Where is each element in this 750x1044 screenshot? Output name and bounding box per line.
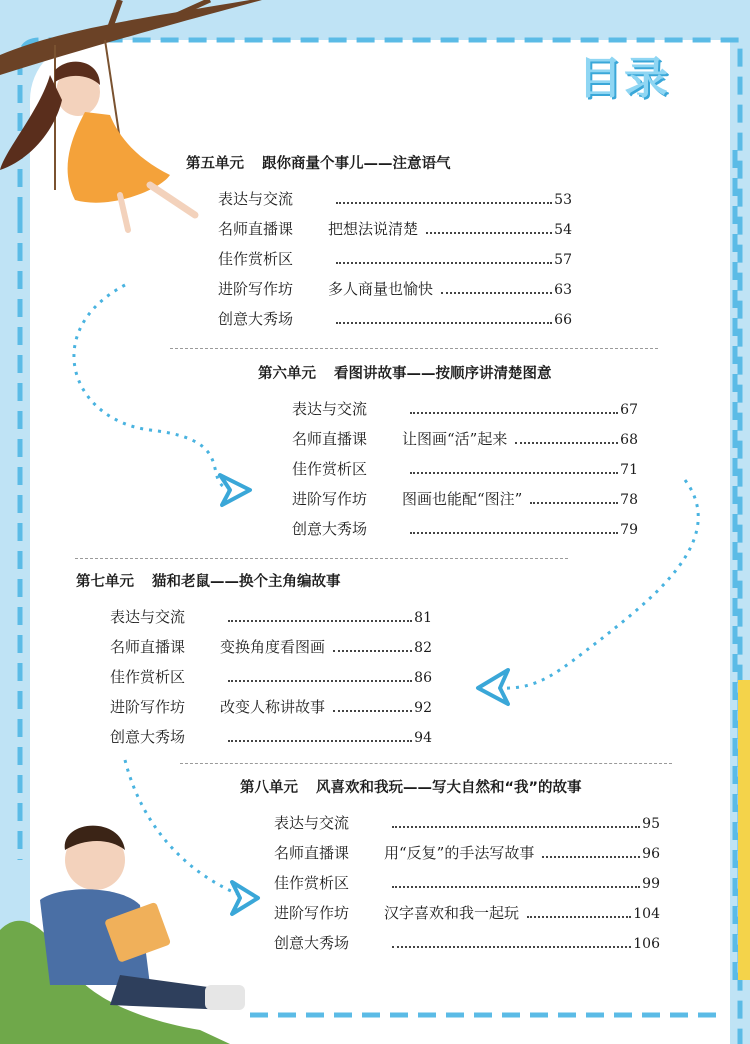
leader-dots — [527, 916, 631, 918]
unit-theme: 风喜欢和我玩——写大自然和“我”的故事 — [316, 780, 582, 796]
entry-page: 71 — [620, 462, 638, 478]
boy-reading-illustration — [0, 826, 245, 1044]
entry-column: 表达与交流 — [110, 608, 186, 626]
entry-subtitle: 变换角度看图画 — [220, 638, 326, 656]
toc-entry[interactable] — [218, 304, 572, 334]
entry-column: 名师直播课 — [218, 220, 294, 238]
entry-page: 106 — [633, 936, 660, 952]
leader-dots — [228, 680, 412, 682]
entry-subtitle: 图画也能配“图注” — [402, 490, 523, 508]
leader-dots — [392, 886, 640, 888]
unit-number: 第五单元 — [186, 156, 244, 172]
toc-entry[interactable] — [110, 692, 432, 722]
leader-dots — [542, 856, 640, 858]
leader-dots — [336, 262, 552, 264]
entry-column: 名师直播课 — [292, 430, 368, 448]
unit-section — [76, 570, 432, 752]
leader-dots — [392, 826, 640, 828]
unit-theme: 猫和老鼠——换个主角编故事 — [152, 574, 341, 590]
entry-column: 创意大秀场 — [110, 728, 186, 746]
unit-number: 第七单元 — [76, 574, 134, 590]
toc-entry[interactable] — [292, 484, 638, 514]
entry-subtitle: 把想法说清楚 — [328, 220, 419, 238]
entry-column: 表达与交流 — [292, 400, 368, 418]
unit-section — [240, 776, 660, 958]
entry-page: 79 — [620, 522, 638, 538]
entry-subtitle: 用“反复”的手法写故事 — [384, 844, 535, 862]
entry-column: 佳作赏析区 — [274, 874, 350, 892]
toc-entry[interactable] — [292, 514, 638, 544]
page-title: 目录 — [578, 53, 670, 104]
entry-subtitle: 多人商量也愉快 — [328, 280, 434, 298]
entry-page: 99 — [642, 876, 660, 892]
entry-column: 佳作赏析区 — [218, 250, 294, 268]
entry-page: 78 — [620, 492, 638, 508]
girl-on-swing-illustration — [0, 40, 195, 230]
leader-dots — [228, 740, 412, 742]
entry-column: 佳作赏析区 — [292, 460, 368, 478]
toc-entry[interactable] — [110, 602, 432, 632]
leader-dots — [333, 650, 412, 652]
yellow-side-stripe — [738, 680, 750, 980]
toc-entry[interactable] — [292, 454, 638, 484]
unit-heading — [186, 152, 572, 176]
toc-entry[interactable] — [110, 722, 432, 752]
leader-dots — [530, 502, 618, 504]
leader-dots — [410, 412, 618, 414]
entry-subtitle: 让图画“活”起来 — [402, 430, 508, 448]
entry-page: 86 — [414, 670, 432, 686]
entry-column: 名师直播课 — [110, 638, 186, 656]
entry-page: 95 — [642, 816, 660, 832]
entry-page: 94 — [414, 730, 432, 746]
unit-theme: 跟你商量个事儿——注意语气 — [262, 156, 451, 172]
entry-page: 53 — [554, 192, 572, 208]
entry-subtitle: 汉字喜欢和我一起玩 — [384, 904, 520, 922]
leader-dots — [336, 202, 552, 204]
leader-dots — [333, 710, 412, 712]
dotted-path-3 — [125, 760, 240, 895]
entry-column: 进阶写作坊 — [218, 280, 294, 298]
entry-column: 进阶写作坊 — [110, 698, 186, 716]
entry-column: 进阶写作坊 — [274, 904, 350, 922]
entry-page: 81 — [414, 610, 432, 626]
entry-page: 68 — [620, 432, 638, 448]
entry-column: 名师直播课 — [274, 844, 350, 862]
unit-heading — [240, 776, 660, 800]
entry-page: 57 — [554, 252, 572, 268]
toc-entry[interactable] — [218, 184, 572, 214]
entry-column: 创意大秀场 — [292, 520, 368, 538]
unit-heading — [258, 362, 638, 386]
entry-page: 92 — [414, 700, 432, 716]
unit-number: 第六单元 — [258, 366, 316, 382]
divider — [180, 763, 672, 764]
entry-page: 66 — [554, 312, 572, 328]
toc-entry[interactable] — [218, 244, 572, 274]
toc-entry[interactable] — [274, 928, 660, 958]
toc-entry[interactable] — [218, 274, 572, 304]
entry-page: 63 — [554, 282, 572, 298]
unit-theme: 看图讲故事——按顺序讲清楚图意 — [334, 366, 552, 382]
leader-dots — [426, 232, 552, 234]
entry-page: 67 — [620, 402, 638, 418]
toc-entry[interactable] — [274, 808, 660, 838]
entry-column: 进阶写作坊 — [292, 490, 368, 508]
leader-dots — [336, 322, 552, 324]
entry-column: 表达与交流 — [274, 814, 350, 832]
entry-page: 104 — [633, 906, 660, 922]
leader-dots — [441, 292, 552, 294]
leader-dots — [392, 946, 631, 948]
leader-dots — [410, 532, 618, 534]
toc-entry[interactable] — [218, 214, 572, 244]
toc-entry[interactable] — [110, 662, 432, 692]
leader-dots — [228, 620, 412, 622]
toc-entry[interactable] — [274, 838, 660, 868]
entry-column: 创意大秀场 — [274, 934, 350, 952]
entry-column: 佳作赏析区 — [110, 668, 186, 686]
unit-section — [186, 152, 572, 334]
divider — [75, 558, 568, 559]
divider — [170, 348, 658, 349]
entry-column: 表达与交流 — [218, 190, 294, 208]
leader-dots — [410, 472, 618, 474]
unit-heading — [76, 570, 432, 594]
entry-column: 创意大秀场 — [218, 310, 294, 328]
unit-number: 第八单元 — [240, 780, 298, 796]
toc-entry[interactable] — [292, 394, 638, 424]
toc-entry[interactable] — [110, 632, 432, 662]
unit-section — [258, 362, 638, 544]
entry-subtitle: 改变人称讲故事 — [220, 698, 326, 716]
toc-entry[interactable] — [274, 868, 660, 898]
entry-page: 54 — [554, 222, 572, 238]
toc-entry[interactable] — [274, 898, 660, 928]
entry-page: 96 — [642, 846, 660, 862]
toc-entry[interactable] — [292, 424, 638, 454]
entry-page: 82 — [414, 640, 432, 656]
leader-dots — [515, 442, 618, 444]
